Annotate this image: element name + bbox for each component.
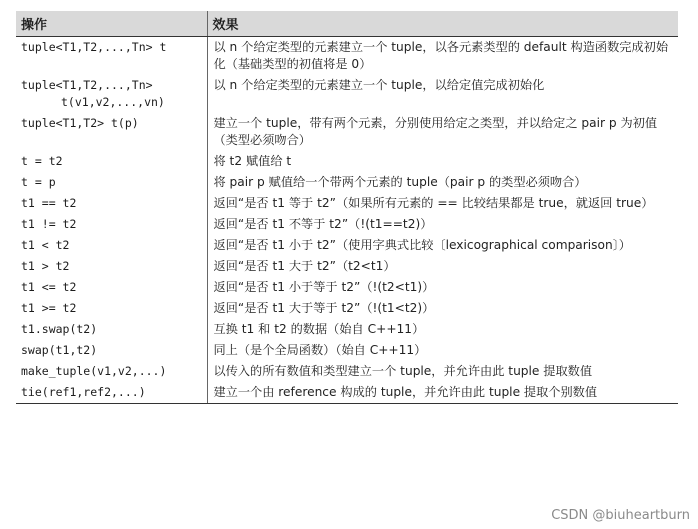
table-row	[16, 298, 678, 319]
operation-cell	[16, 340, 207, 361]
operation-cell	[16, 151, 207, 172]
effect-cell: 以 n 个给定类型的元素建立一个 tuple，以给定值完成初始化	[213, 78, 545, 92]
header-effect: 效果	[207, 11, 678, 37]
effect-cell: 建立一个 tuple，带有两个元素，分别使用给定之类型，并以给定之 pair p 为初值（类型必须吻合）	[213, 116, 658, 147]
operation-cell	[16, 319, 207, 340]
operation-text: tie(ref1,ref2,...)	[21, 385, 146, 399]
operation-text: t1 == t2	[21, 196, 77, 210]
table-row	[16, 75, 678, 113]
operation-text: t = p	[21, 175, 56, 189]
header-operation: 操作	[16, 11, 207, 37]
effect-cell: 以传入的所有数值和类型建立一个 tuple，并允许由此 tuple 提取数值	[213, 364, 593, 378]
operation-text: t1 > t2	[21, 259, 70, 273]
table-row	[16, 214, 678, 235]
operation-text: make_tuple(v1,v2,...)	[21, 364, 167, 378]
effect-cell: 返回“是否 t1 大于 t2”（t2<t1）	[213, 259, 396, 273]
operation-text: t = t2	[21, 154, 63, 168]
effect-cell: 同上（是个全局函数）（始自 C++11）	[213, 343, 427, 357]
table-row	[16, 37, 678, 76]
operation-cell	[16, 298, 207, 319]
operation-cell	[16, 193, 207, 214]
effect-cell: 将 pair p 赋值给一个带两个元素的 tuple（pair p 的类型必须吻合）	[213, 175, 587, 189]
operation-text: tuple<T1,T2> t(p)	[21, 116, 139, 130]
effect-cell: 互换 t1 和 t2 的数据（始自 C++11）	[213, 322, 425, 336]
table-header-row	[16, 11, 678, 37]
operation-cell	[16, 75, 207, 113]
operation-cell	[16, 113, 207, 151]
effect-cell: 返回“是否 t1 不等于 t2”（!(t1==t2)）	[213, 217, 433, 231]
operation-text: tuple<T1,T2,...,Tn> t	[21, 40, 167, 54]
table-row	[16, 151, 678, 172]
effect-cell: 将 t2 赋值给 t	[213, 154, 292, 168]
effect-cell: 返回“是否 t1 等于 t2”（如果所有元素的 == 比较结果都是 true，就返回 true）	[213, 196, 654, 210]
table-row	[16, 256, 678, 277]
effect-cell: 返回“是否 t1 小于等于 t2”（!(t2<t1)）	[213, 280, 435, 294]
operation-cell	[16, 256, 207, 277]
table-row	[16, 382, 678, 404]
operation-text: t1.swap(t2)	[21, 322, 98, 336]
table-row	[16, 319, 678, 340]
table-row	[16, 172, 678, 193]
table-row	[16, 235, 678, 256]
operation-text: t1 >= t2	[21, 301, 77, 315]
table-row	[16, 361, 678, 382]
table-row	[16, 193, 678, 214]
table-row	[16, 277, 678, 298]
effect-cell: 以 n 个给定类型的元素建立一个 tuple，以各元素类型的 default 构造函数完成初始化（基础类型的初值将是 0）	[213, 40, 669, 71]
operation-text: swap(t1,t2)	[21, 343, 98, 357]
tuple-operations-page	[16, 11, 678, 404]
effect-cell: 建立一个由 reference 构成的 tuple，并允许由此 tuple 提取个别数值	[207, 382, 678, 404]
operation-text: t1 < t2	[21, 238, 70, 252]
table-row	[16, 113, 678, 151]
table-row	[16, 340, 678, 361]
operation-text: t(v1,v2,...,vn)	[61, 95, 165, 109]
effect-cell: 返回“是否 t1 大于等于 t2”（!(t1<t2)）	[213, 301, 435, 315]
operation-cell	[16, 214, 207, 235]
operation-text: tuple<T1,T2,...,Tn>	[21, 78, 153, 92]
operation-cell	[16, 37, 207, 76]
operation-cell	[16, 382, 207, 404]
operation-cell	[16, 235, 207, 256]
table-body	[16, 37, 678, 404]
operation-text: t1 != t2	[21, 217, 77, 231]
operation-text: t1 <= t2	[21, 280, 77, 294]
operation-cell	[16, 277, 207, 298]
tuple-operations-table	[16, 11, 678, 404]
operation-cell	[16, 172, 207, 193]
watermark: CSDN @biuheartburn	[551, 508, 690, 523]
operation-cell	[16, 361, 207, 382]
effect-cell: 返回“是否 t1 小于 t2”（使用字典式比较〔lexicographical comparison〕）	[213, 238, 631, 252]
